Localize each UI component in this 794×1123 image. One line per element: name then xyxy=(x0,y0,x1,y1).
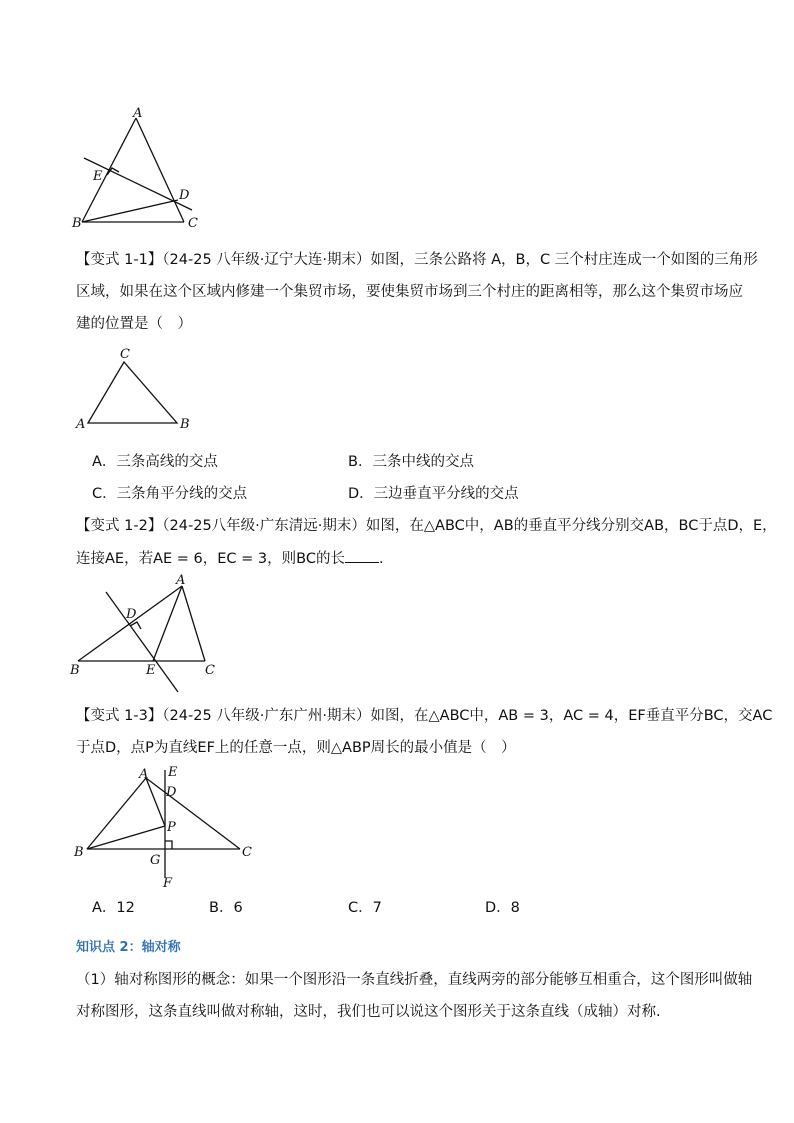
label-F: F xyxy=(163,876,173,891)
label-A: A xyxy=(76,417,86,432)
q1-option-d[interactable] xyxy=(348,484,519,504)
option-text: 三条中线的交点 xyxy=(372,454,474,470)
label-C: C xyxy=(242,845,252,860)
label-E: E xyxy=(146,663,156,678)
label-D: D xyxy=(126,607,137,622)
kp2-line2: 对称图形，这条直线叫做对称轴，这时，我们也可以说这个图形关于这条直线（成轴）对称. xyxy=(76,1004,661,1020)
q3-option-d[interactable] xyxy=(485,898,520,918)
figure-q2-triangle xyxy=(0,570,794,700)
label-C: C xyxy=(188,216,198,231)
option-text: 三条高线的交点 xyxy=(116,454,218,470)
figure-q3-triangle xyxy=(0,760,794,890)
q3-line1: 【变式 1-3】（24-25 八年级·广东广州·期末）如图，在△ABC中，AB = 3，AC = 4，EF垂直平分BC，交AC xyxy=(76,708,773,724)
kp2-line1: （1）轴对称图形的概念：如果一个图形沿一条直线折叠，直线两旁的部分能够互相重合，这个图形叫做轴 xyxy=(76,972,753,988)
q2-line2 xyxy=(76,548,384,569)
option-letter: B． xyxy=(348,454,373,470)
q2-line1: 【变式 1-2】（24-25八年级·广东清远·期末）如图，在△ABC中，AB的垂直平分线分别交AB，BC于点D，E， xyxy=(76,518,777,534)
q1-line3: 建的位置是（ ） xyxy=(76,316,192,332)
label-A: A xyxy=(176,573,186,588)
label-C: C xyxy=(205,663,215,678)
option-text: 7 xyxy=(372,900,382,916)
option-letter: D． xyxy=(348,486,374,502)
q2-line2-text: 连接AE，若AE = 6，EC = 3，则BC的长 xyxy=(76,551,345,567)
option-letter: C． xyxy=(348,900,373,916)
answer-blank[interactable] xyxy=(345,548,379,563)
label-B: B xyxy=(70,663,80,678)
label-G: G xyxy=(150,853,161,868)
q1-option-b[interactable] xyxy=(348,452,474,472)
q1-line2: 区域，如果在这个区域内修建一个集贸市场，要使集贸市场到三个村庄的距离相等，那么这个集贸市场应 xyxy=(76,284,743,300)
figure-q1-triangle xyxy=(0,340,794,440)
option-letter: D． xyxy=(485,900,511,916)
label-D: D xyxy=(179,188,190,203)
label-B: B xyxy=(180,417,190,432)
label-B: B xyxy=(72,216,82,231)
q2-line2-end: . xyxy=(378,551,384,567)
option-text: 三条角平分线的交点 xyxy=(116,486,248,502)
label-E: E xyxy=(93,169,103,184)
label-A: A xyxy=(139,767,149,782)
option-text: 三边垂直平分线的交点 xyxy=(373,486,519,502)
q3-option-c[interactable] xyxy=(348,898,382,918)
q3-option-b[interactable] xyxy=(209,898,243,918)
q1-line1: 【变式 1-1】（24-25 八年级·辽宁大连·期末）如图，三条公路将 A，B，C 三个村庄连成一个如图的三角形 xyxy=(76,252,758,268)
label-E: E xyxy=(168,765,178,780)
section-title: 知识点 2：轴对称 xyxy=(76,940,181,955)
q3-line2: 于点D，点P为直线EF上的任意一点，则△ABP周长的最小值是（ ） xyxy=(76,740,516,756)
label-C: C xyxy=(120,347,130,362)
q3-option-a[interactable] xyxy=(92,898,135,918)
label-P: P xyxy=(167,820,176,835)
q1-option-c[interactable] xyxy=(92,484,247,504)
figure-triangle-bisector xyxy=(0,0,794,240)
option-text: 6 xyxy=(233,900,243,916)
label-B: B xyxy=(74,845,84,860)
label-A: A xyxy=(133,106,143,121)
option-text: 8 xyxy=(510,900,520,916)
label-D: D xyxy=(166,785,177,800)
option-letter: A． xyxy=(92,900,117,916)
option-letter: C． xyxy=(92,486,117,502)
option-letter: B． xyxy=(209,900,234,916)
option-text: 12 xyxy=(116,900,135,916)
q1-option-a[interactable] xyxy=(92,452,218,472)
option-letter: A． xyxy=(92,454,117,470)
